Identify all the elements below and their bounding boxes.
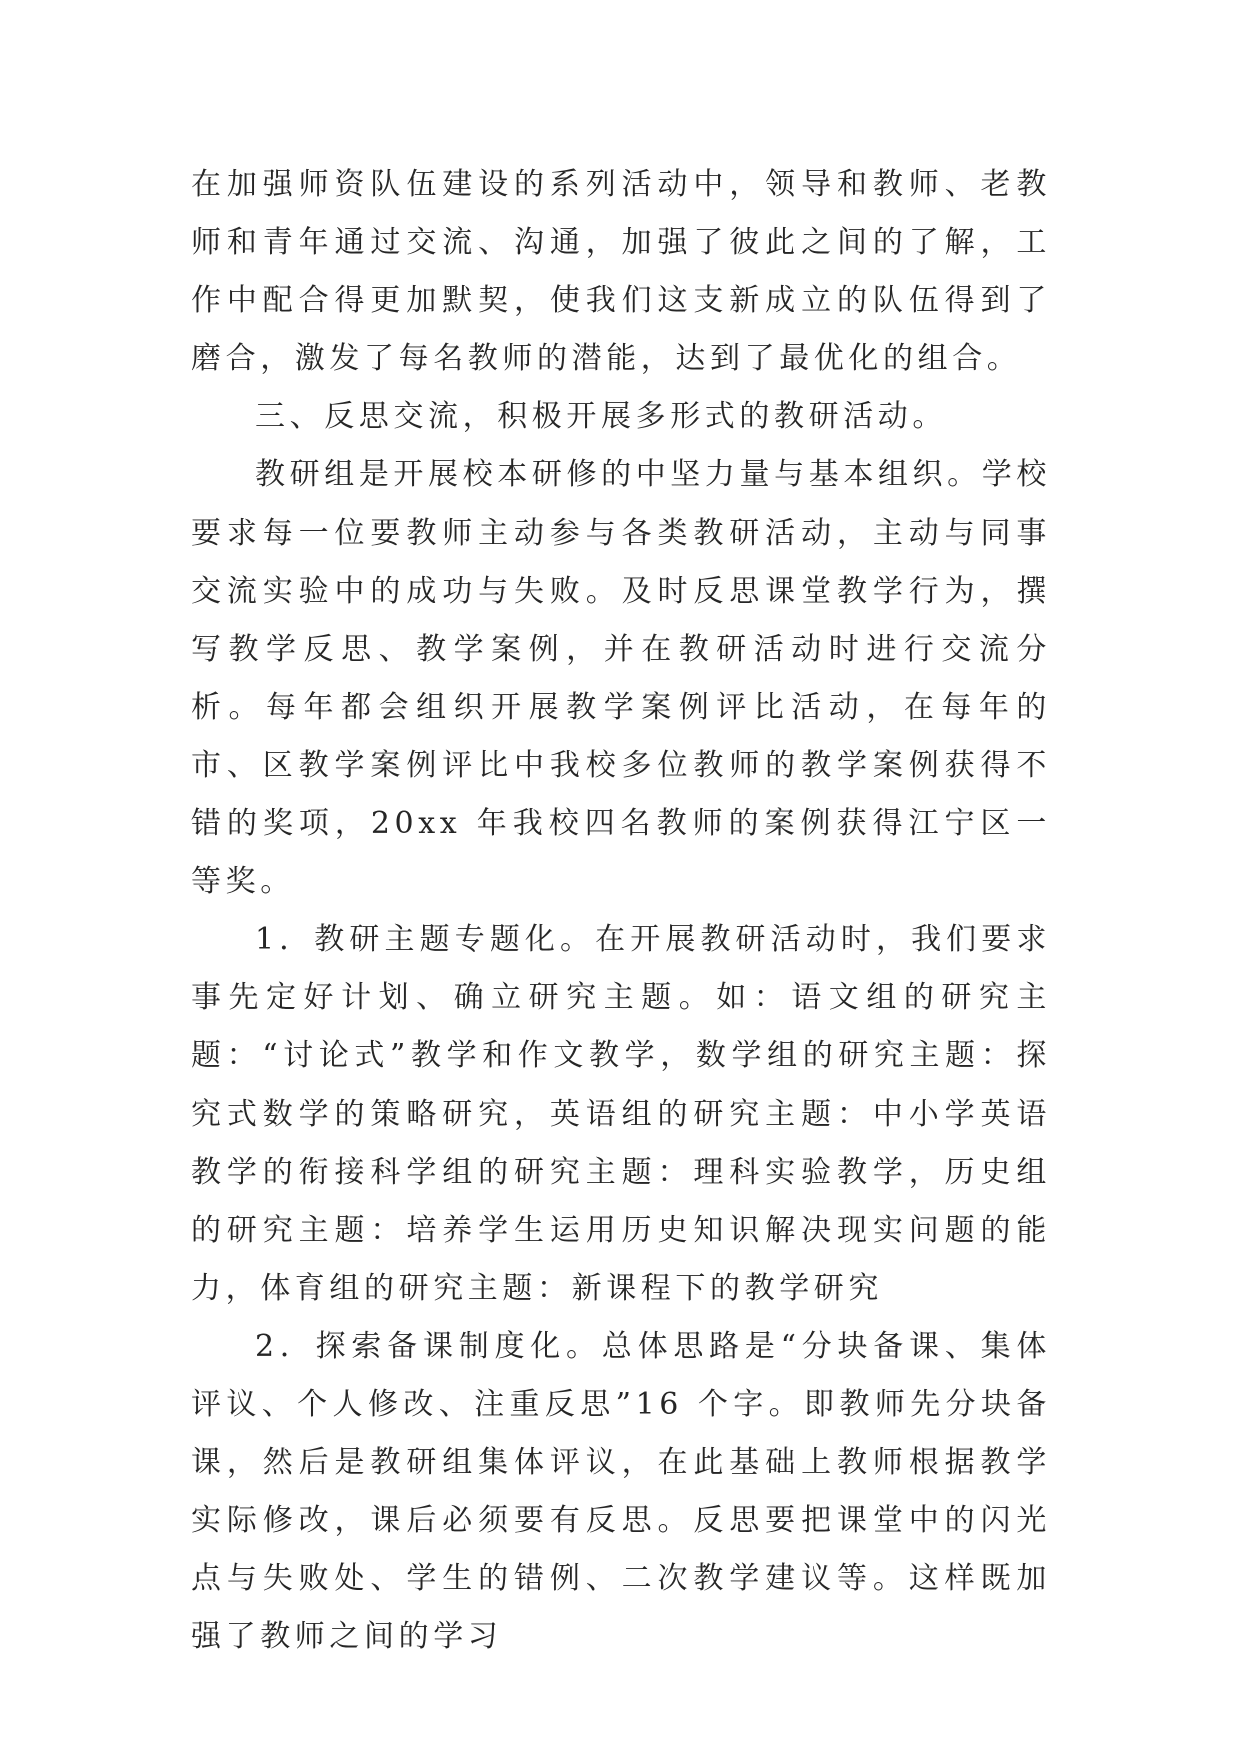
document-body: [191, 156, 1051, 1666]
section-heading-reflection: 三、反思交流，积极开展多形式的教研活动。: [255, 399, 947, 435]
paragraph-teaching-research-group: 教研组是开展校本研修的中坚力量与基本组织。学校要求每一位要教师主动参与各类教研活动，主动与同事交流实验中的成功与失败。及时反思课堂教学行为，撰写教学反思、教学案例，并在教研活动时进行交流分析。每年都会组织开展教学案例评比活动，在每年的市、区教学案例评比中我校多位教师的教学案例获得不错的奖项，20xx 年我校四名教师的案例获得江宁区一等奖。: [191, 457, 1051, 900]
paragraph-research-topics: 1．教研主题专题化。在开展教研活动时，我们要求事先定好计划、确立研究主题。如：语文组的研究主题：“讨论式”教学和作文教学，数学组的研究主题：探究式数学的策略研究，英语组的研究主题：中小学英语教学的衔接科学组的研究主题：理科实验教学，历史组的研究主题：培养学生运用历史知识解决现实问题的能力，体育组的研究主题：新课程下的教学研究: [191, 922, 1051, 1306]
paragraph-lesson-preparation: 2．探索备课制度化。总体思路是“分块备课、集体评议、个人修改、注重反思”16 个字。即教师先分块备课，然后是教研组集体评议，在此基础上教师根据教学实际修改，课后必须要有反思。反思要把课堂中的闪光点与失败处、学生的错例、二次教学建议等。这样既加强了教师之间的学习: [191, 1328, 1051, 1655]
paragraph-teacher-team: 在加强师资队伍建设的系列活动中，领导和教师、老教师和青年通过交流、沟通，加强了彼此之间的了解，工作中配合得更加默契，使我们这支新成立的队伍得到了磨合，激发了每名教师的潜能，达到了最优化的组合。: [191, 167, 1051, 377]
